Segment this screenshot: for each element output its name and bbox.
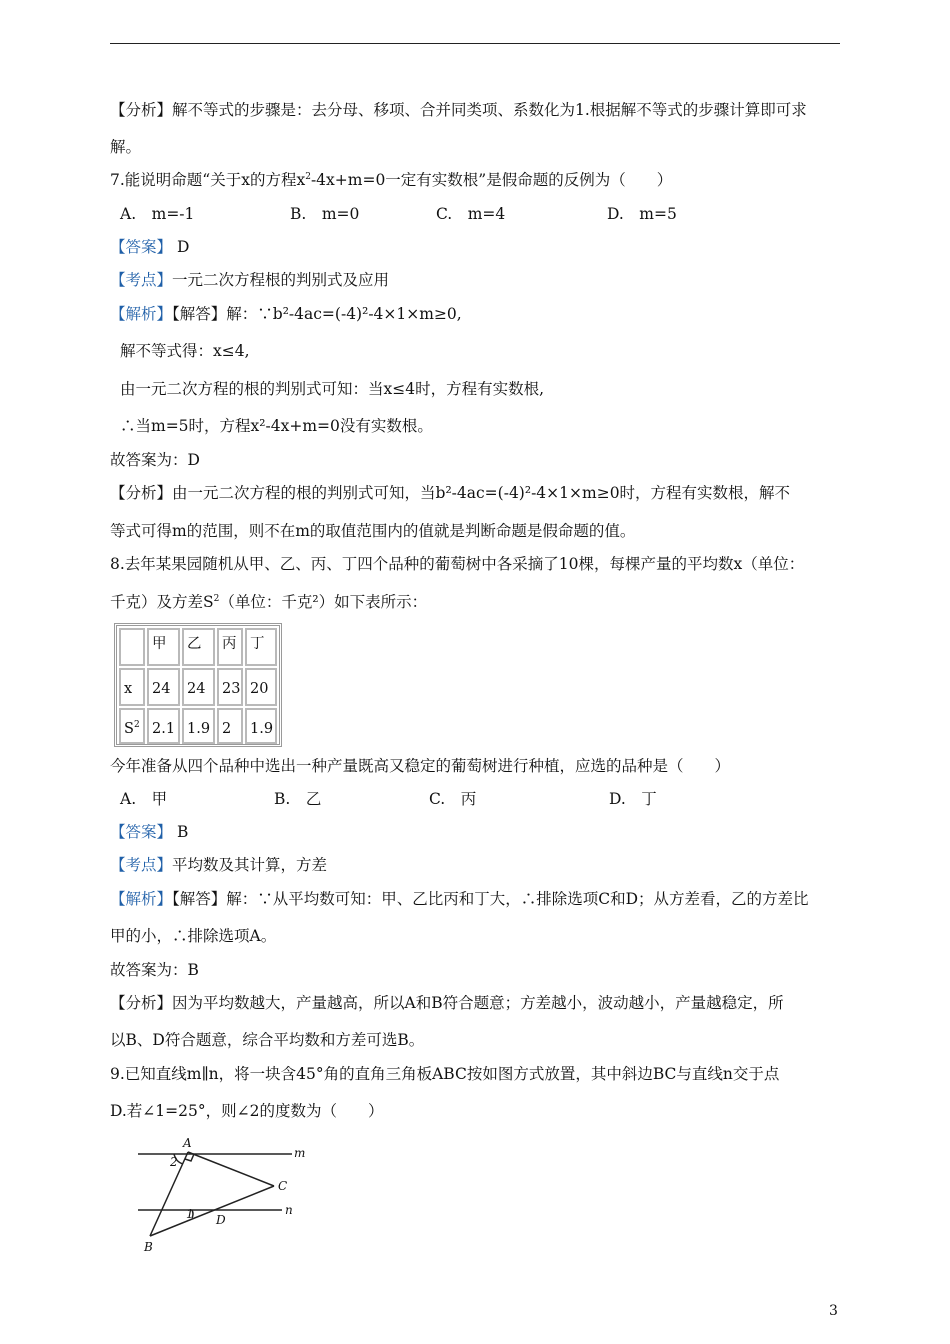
header-rule [110,43,840,44]
q7-option-a: A. m=-1 [120,205,195,223]
q8-question: 今年准备从四个品种中选出一种产量既高又稳定的葡萄树进行种植，应选的品种是（ ） [110,757,731,775]
label-a: A [183,1136,192,1150]
table-cell-s2-jia: 2.1 [147,708,180,744]
label-d: D [216,1213,226,1227]
table-header-jia: 甲 [147,628,180,666]
label-n: n [285,1203,293,1217]
side-ac [188,1152,274,1186]
q7-jiexi-tag: 【解析】 [110,305,173,323]
label-angle1: 1 [186,1207,194,1221]
q7-stem: 7.能说明命题“关于x的方程$x^2-4x+m=0$一定有实数根”是假命题的反例为（ ） [110,171,673,189]
q7-jiexi: 【解析】【解答】解：∵b²-4ac=(-4)²-4×1×m≥0, [110,305,462,323]
table-header-ding: 丁 [245,628,277,666]
q7-step3: ∴当m=5时，方程x²-4x+m=0没有实数根。 [120,417,433,435]
q7-option-d: D. m=5 [607,205,677,223]
q7-topic-tag: 【考点】 [110,271,173,289]
q8-jiexi-line1: 【解析】【解答】解：∵从平均数可知：甲、乙比丙和丁大，∴排除选项C和D；从方差看，乙的方差比 [110,890,809,908]
q7-fenxi-tag: 【分析】 [110,484,173,502]
q8-fenxi-line1: 【分析】因为平均数越大，产量越高，所以A和B符合题意；方差越小，波动越小，产量越稳定，所 [110,994,784,1012]
q8-stem-line2: 千克）及方差$S^2$（单位：千克²）如下表所示： [110,593,428,611]
q8-stem-line1: 8.去年某果园随机从甲、乙、丙、丁四个品种的葡萄树中各采摘了10棵，每棵产量的平均数x（单位： [110,555,805,573]
label-m: m [294,1146,306,1160]
table-cell-x-jia: 24 [147,668,180,706]
q8-fenxi-line2: 以B、D符合题意，综合平均数和方差可选B。 [110,1031,425,1049]
q7-step1: 解不等式得：x≤4, [120,342,250,360]
q9-stem-line1: 9.已知直线m∥n，将一块含45°角的直角三角板ABC按如图方式放置，其中斜边BC与直线n交于点 [110,1065,780,1083]
label-b: B [144,1240,153,1254]
q8-answer: 【答案】 B [110,823,189,841]
page-number: 3 [829,1303,838,1319]
q9-stem-line2: D.若∠1=25°，则∠2的度数为（ ） [110,1102,384,1120]
q8-option-b: B. 乙 [274,790,322,808]
q9-geometry-figure [132,1134,312,1258]
q6-analysis-line1: 【分析】解不等式的步骤是：去分母、移项、合并同类项、系数化为1.根据解不等式的步骤计算即可求 [110,101,807,119]
table-cell-x-bing: 23 [217,668,243,706]
q7-step2: 由一元二次方程的根的判别式可知：当x≤4时，方程有实数根, [120,380,545,398]
q8-option-d: D. 丁 [609,790,657,808]
q8-jiexi-line2: 甲的小，∴排除选项A。 [110,927,277,945]
q7-topic: 【考点】一元二次方程根的判别式及应用 [110,271,390,289]
table-cell-s2-bing: 2 [217,708,243,744]
q8-fenxi-tag: 【分析】 [110,994,173,1012]
q8-options [120,789,840,809]
q8-conclusion: 故答案为：B [110,961,199,979]
q7-conclusion: 故答案为：D [110,451,200,469]
q6-fenxi-tag: 【分析】 [110,101,173,119]
table-header-bing: 丙 [217,628,243,666]
q8-topic: 【考点】平均数及其计算，方差 [110,856,328,874]
q8-answer-tag: 【答案】 [110,823,173,841]
label-angle2: 2 [170,1155,178,1169]
table-row-label-x: x [119,668,145,706]
q7-options [120,204,840,224]
table-cell-s2-ding: 1.9 [245,708,277,744]
q7-option-c: C. m=4 [436,205,506,223]
q7-fenxi-line1: 【分析】由一元二次方程的根的判别式可知，当b²-4ac=(-4)²-4×1×m≥0时，方程有实数根，解不 [110,484,791,502]
q6-analysis-line2: 解。 [110,138,142,156]
q7-option-b: B. m=0 [290,205,360,223]
table-cell-x-ding: 20 [245,668,277,706]
q8-jiexi-tag: 【解析】 [110,890,173,908]
q8-option-a: A. 甲 [120,790,168,808]
table-cell-s2-yi: 1.9 [182,708,215,744]
table-row-label-s2: $S^2$ [119,708,145,744]
q7-answer-tag: 【答案】 [110,238,173,256]
label-c: C [278,1179,288,1193]
q7-fenxi-line2: 等式可得m的范围，则不在m的取值范围内的值就是判断命题是假命题的值。 [110,522,636,540]
q8-option-c: C. 丙 [429,790,477,808]
table-cell-x-yi: 24 [182,668,215,706]
table-corner-cell [119,628,145,666]
q8-data-table [114,623,282,747]
q7-answer: 【答案】 D [110,238,190,256]
table-header-yi: 乙 [182,628,215,666]
q8-topic-tag: 【考点】 [110,856,173,874]
